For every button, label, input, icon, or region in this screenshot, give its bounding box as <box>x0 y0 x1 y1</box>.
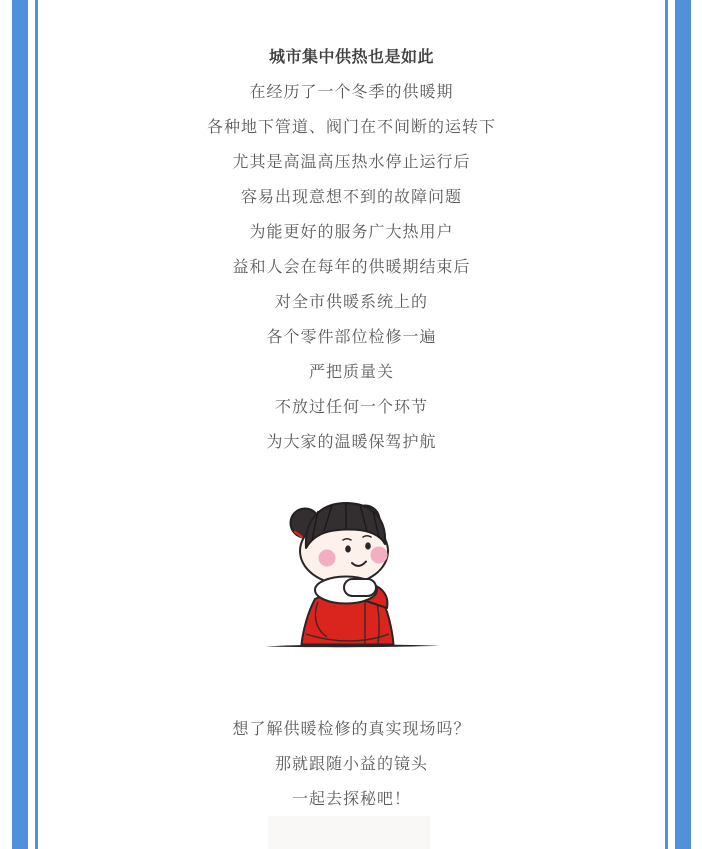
cheek-left <box>319 550 336 567</box>
article-line: 那就跟随小益的镜头 <box>274 756 428 773</box>
mascot-illustration <box>256 496 448 692</box>
article-line: 想了解供暖检修的真实现场吗？ <box>232 721 471 738</box>
article-closing <box>40 712 663 817</box>
article-line: 尤其是高温高压热水停止运行后 <box>232 154 471 171</box>
article-body <box>40 40 663 460</box>
article-line: 容易出现意想不到的故障问题 <box>240 189 462 206</box>
cuff-hand <box>344 579 376 596</box>
article-title: 城市集中供热也是如此 <box>268 49 434 66</box>
right-accent-bar <box>675 0 691 849</box>
article-line: 一起去探秘吧！ <box>291 791 411 808</box>
article-line: 严把质量关 <box>308 364 394 381</box>
article-line: 不放过任何一个环节 <box>274 399 428 416</box>
article-line: 各个零件部位检修一遍 <box>266 329 437 346</box>
right-accent-rule <box>665 0 668 849</box>
article-line: 在经历了一个冬季的供暖期 <box>249 84 454 101</box>
article-line: 益和人会在每年的供暖期结束后 <box>232 259 471 276</box>
eye-right <box>365 542 371 549</box>
eye-left <box>345 545 351 552</box>
article-line: 为大家的温暖保驾护航 <box>266 434 437 451</box>
cheek-right <box>371 547 388 564</box>
mascot-girl-icon <box>256 496 448 692</box>
article-line: 为能更好的服务广大热用户 <box>249 224 454 241</box>
next-image-edge <box>268 816 430 849</box>
left-accent-bar <box>12 0 28 849</box>
left-accent-rule <box>35 0 38 849</box>
article-line: 对全市供暖系统上的 <box>274 294 428 311</box>
article-line: 各种地下管道、阀门在不间断的运转下 <box>206 119 496 136</box>
